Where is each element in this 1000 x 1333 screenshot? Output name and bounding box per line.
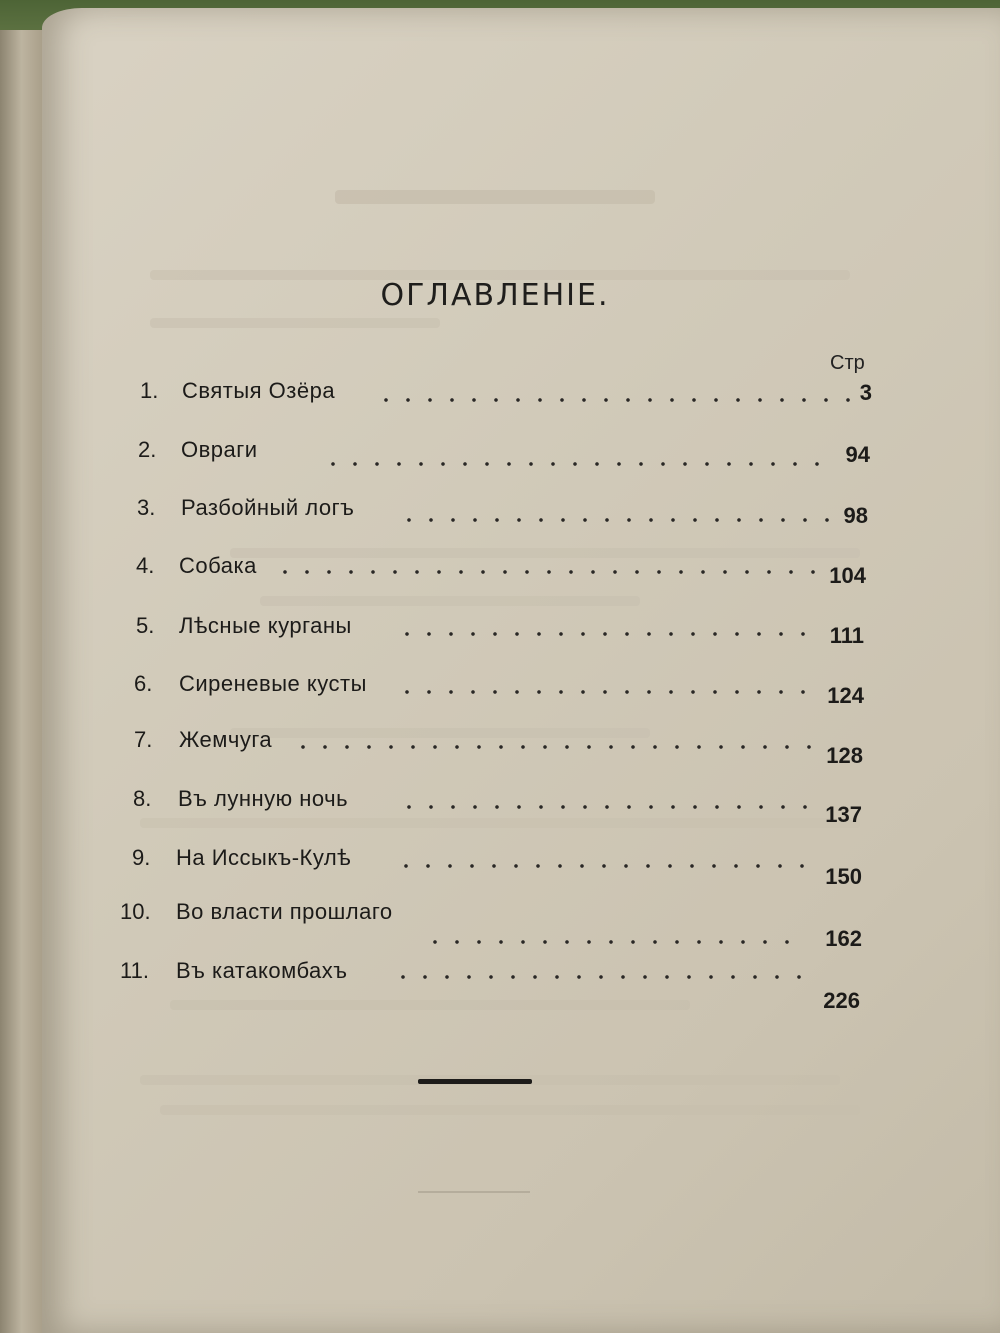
entry-page-number: 111 bbox=[829, 623, 864, 648]
entry-page-number: 98 bbox=[843, 503, 868, 528]
show-through-line bbox=[170, 1000, 690, 1010]
dot-leader bbox=[398, 518, 836, 522]
dot-leader bbox=[396, 632, 818, 636]
entry-page-number: 150 bbox=[825, 864, 862, 889]
entry-page-number: 94 bbox=[845, 442, 870, 467]
show-through-line bbox=[260, 596, 640, 606]
entry-title: Собака bbox=[179, 553, 257, 578]
entry-title: Разбойный логъ bbox=[181, 495, 355, 520]
entry-number: 11. bbox=[120, 958, 149, 983]
entry-number: 1. bbox=[140, 378, 159, 403]
entry-number: 10. bbox=[120, 899, 151, 924]
page-title: ОГЛАВЛЕНІЕ. bbox=[380, 278, 610, 313]
show-through-line bbox=[160, 1105, 860, 1115]
dot-leader bbox=[322, 462, 836, 466]
entry-page-number: 104 bbox=[829, 563, 866, 588]
show-through-line bbox=[150, 318, 440, 328]
entry-title: Лѣсные курганы bbox=[179, 613, 352, 638]
entry-page-number: 124 bbox=[827, 683, 864, 708]
dot-leader bbox=[395, 864, 820, 868]
dot-leader bbox=[375, 398, 855, 402]
entry-title: Жемчуга bbox=[179, 727, 273, 752]
dot-leader bbox=[396, 690, 818, 694]
entry-title: Во власти прошлаго bbox=[176, 899, 393, 924]
divider-rule bbox=[418, 1079, 532, 1084]
entry-number: 5. bbox=[136, 613, 155, 638]
entry-title: Сиреневые кусты bbox=[179, 671, 367, 696]
entry-number: 7. bbox=[134, 727, 153, 752]
entry-number: 6. bbox=[134, 671, 153, 696]
entry-number: 9. bbox=[132, 845, 151, 870]
entry-page-number: 162 bbox=[825, 926, 862, 951]
dot-leader bbox=[424, 940, 806, 944]
show-through-rule bbox=[418, 1191, 530, 1193]
dot-leader bbox=[398, 805, 818, 809]
entry-page-number: 226 bbox=[823, 988, 860, 1013]
entry-title: Въ катакомбахъ bbox=[176, 958, 348, 983]
dot-leader bbox=[292, 745, 818, 749]
page-column-label: Стр bbox=[830, 352, 865, 374]
entry-page-number: 137 bbox=[825, 802, 862, 827]
show-through-line bbox=[230, 548, 860, 558]
entry-number: 8. bbox=[133, 786, 152, 811]
entry-number: 2. bbox=[138, 437, 157, 462]
show-through-line bbox=[230, 728, 650, 738]
entry-title: Овраги bbox=[181, 437, 258, 462]
entry-page-number: 128 bbox=[826, 743, 863, 768]
entry-title: На Иссыкъ-Кулѣ bbox=[176, 845, 352, 870]
dot-leader bbox=[274, 570, 820, 574]
entry-title: Святыя Озёра bbox=[182, 378, 336, 403]
entry-page-number: 3 bbox=[859, 380, 872, 405]
entry-number: 4. bbox=[136, 553, 155, 578]
entry-number: 3. bbox=[137, 495, 156, 520]
show-through-line bbox=[335, 190, 655, 204]
entry-title: Въ лунную ночь bbox=[178, 786, 349, 811]
dot-leader bbox=[392, 975, 806, 979]
